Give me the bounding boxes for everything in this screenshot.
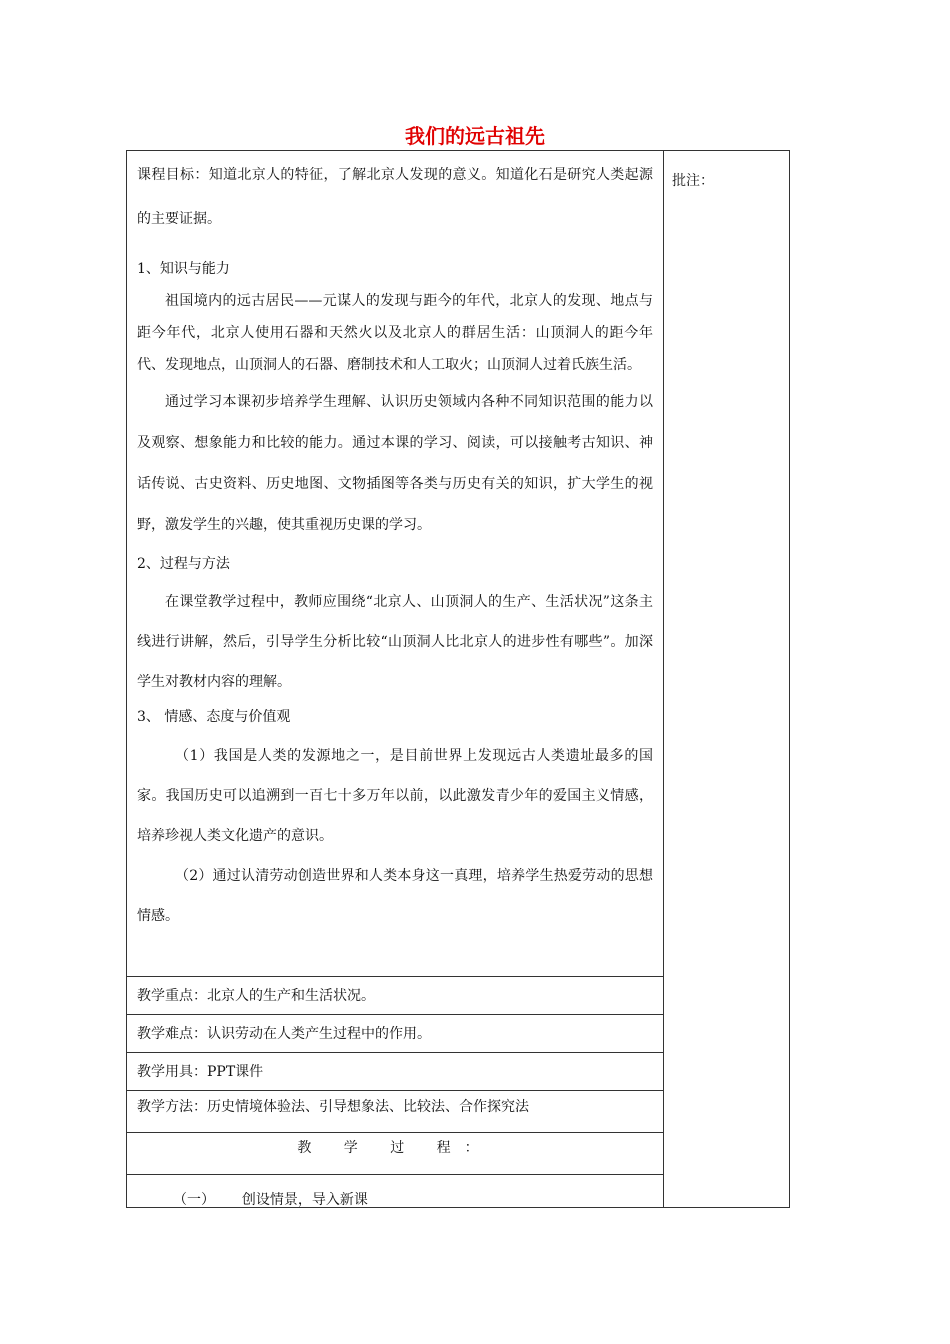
difficulty-row: 教学难点：认识劳动在人类产生过程中的作用。 — [137, 1026, 431, 1042]
section1-heading: 1、知识与能力 — [137, 261, 230, 277]
section2-paragraph1: 在课堂教学过程中，教师应围绕“北京人、山顶洞人的生产、生活状况”这条主线进行讲解，然后，引导学生分析比较“山顶洞人比北京人的进步性有哪些”。加深学生对教材内容的理解。 — [137, 594, 653, 690]
process-step-number: （一） — [173, 1192, 215, 1208]
remark-label: 批注： — [672, 173, 714, 189]
process-step-row — [127, 1181, 663, 1211]
tools-row: 教学用具：PPT课件 — [137, 1064, 264, 1080]
section3-heading: 3、 情感、态度与价值观 — [137, 709, 291, 725]
column-divider — [663, 151, 664, 1207]
objectives-cell — [127, 151, 663, 977]
section1-paragraph1: 祖国境内的远古居民——元谋人的发现与距今的年代，北京人的发现、地点与距今年代，北京人使用石器和天然火以及北京人的群居生活：山顶洞人的距今年代、发现地点，山顶洞人的石器、磨制技术和人工取火；山顶洞人过着氏族生活。 — [137, 293, 653, 373]
process-heading-row: 教 学 过 程： — [297, 1140, 493, 1156]
methods-row: 教学方法：历史情境体验法、引导想象法、比较法、合作探究法 — [137, 1099, 529, 1115]
process-step-text: 创设情景，导入新课 — [241, 1192, 368, 1208]
key-point-row: 教学重点：北京人的生产和生活状况。 — [137, 988, 375, 1004]
document-title: 我们的远古祖先 — [405, 124, 545, 148]
section3-paragraph1: （1）我国是人类的发源地之一，是目前世界上发现远古人类遗址最多的国家。我国历史可以追溯到一百七十多万年以前，以此激发青少年的爱国主义情感，培养珍视人类文化遗产的意识。 — [137, 748, 653, 844]
lesson-plan-table — [126, 150, 790, 1208]
section1-paragraph2: 通过学习本课初步培养学生理解、认识历史领域内各种不同知识范围的能力以及观察、想象能力和比较的能力。通过本课的学习、阅读，可以接触考古知识、神话传说、古史资料、历史地图、文物插图等各类与历史有关的知识，扩大学生的视野，激发学生的兴趣，使其重视历史课的学习。 — [137, 394, 653, 533]
objective-text: 课程目标：知道北京人的特征，了解北京人发现的意义。知道化石是研究人类起源的主要证据。 — [137, 167, 653, 227]
section3-paragraph2: （2）通过认清劳动创造世界和人类本身这一真理，培养学生热爱劳动的思想情感。 — [137, 868, 653, 924]
section2-heading: 2、过程与方法 — [137, 556, 230, 572]
row-divider — [127, 1174, 663, 1175]
